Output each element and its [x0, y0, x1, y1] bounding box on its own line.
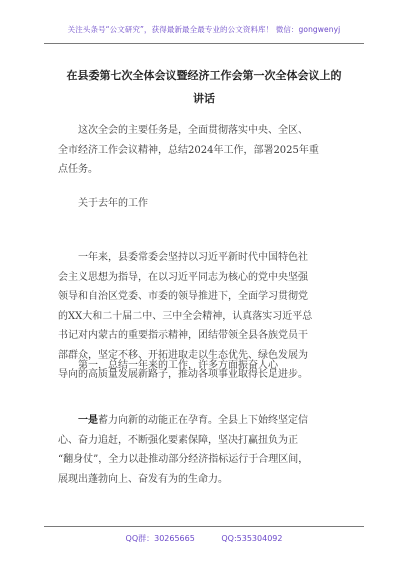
paragraph-intro — [58, 121, 358, 180]
paragraph-line: 导向的高质量发展新路子，推动各项事业取得长足进步。 — [58, 369, 308, 380]
paragraph-line: 的XX大和二十届二中、三中全会精神，认真落实习近平总 — [58, 310, 313, 322]
paragraph-line: 关于去年的工作 — [78, 198, 148, 209]
header-divider — [44, 43, 364, 44]
paragraph-line — [58, 411, 358, 431]
document-title-line-2: 讲话 — [193, 92, 215, 105]
paragraph-line: 这次全会的主要任务是，全面贯彻落实中央、全区、 — [78, 125, 308, 136]
paragraph-line: 展现出蓬勃向上、奋发有为的生命力。 — [58, 473, 228, 485]
paragraph-point-one — [58, 411, 358, 489]
paragraph-line: “翻身仗”，全力以赴推动部分经济指标运行于合理区间， — [58, 454, 309, 465]
qq-group-number[interactable]: QQ群：30265665 — [125, 534, 195, 543]
qq-number[interactable]: QQ:535304092 — [221, 534, 283, 543]
header-banner[interactable]: 关注头条号“公文研究”，获得最新最全最专业的公文资料库！ 微信：gongwenyj — [67, 25, 341, 34]
footer-contact — [0, 533, 408, 544]
section-heading-last-year — [58, 194, 358, 214]
document-title-line-1: 在县委第七次全体会议暨经济工作会第一次全体会议上的 — [66, 69, 342, 82]
paragraph-line: 一年来，县委常委会坚持以习近平新时代中国特色社 — [78, 252, 308, 263]
paragraph-line: 书记对内蒙古的重要指示精神，团结带领全县各族党员干 — [58, 330, 308, 341]
paragraph-line: 全市经济工作会议精神，总结2024年工作，部署2025年重 — [58, 144, 319, 156]
paragraph-line: 部群众，坚定不移、开拓进取走以生态优先、绿色发展为 — [58, 349, 308, 361]
lead-continuation: 蓄力向新的动能正在孕育。全县上下始终坚定信 — [98, 415, 308, 426]
paragraph-line: 心、奋力追赶，不断强化要素保障，坚决打赢扭负为正 — [58, 434, 298, 446]
bold-lead-text: 一是 — [78, 415, 98, 426]
paragraph-line: 会主义思想为指导，在以习近平同志为核心的党中央坚强 — [58, 271, 308, 283]
section-heading-first — [58, 356, 358, 376]
footer-divider — [44, 526, 364, 527]
paragraph-line: 领导和自治区党委、市委的领导推进下，全面学习贯彻党 — [58, 291, 308, 302]
paragraph-line: 点任务。 — [58, 164, 98, 175]
paragraph-line: 第一，总结一年来的工作，许多方面振奋人心 — [78, 360, 278, 371]
